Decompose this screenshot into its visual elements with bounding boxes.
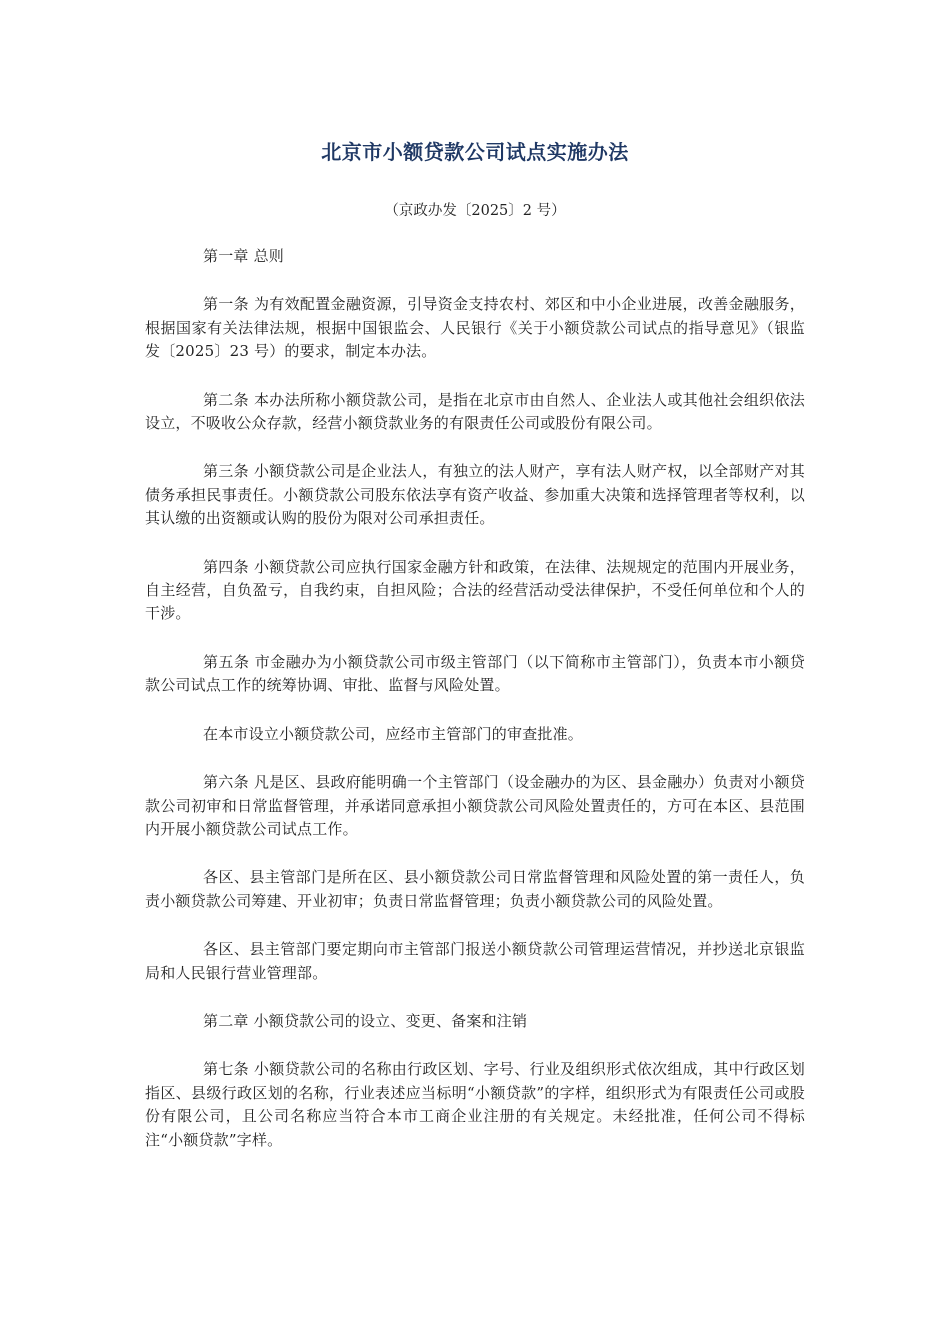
article-paragraph: 第一条 为有效配置金融资源，引导资金支持农村、郊区和中小企业进展，改善金融服务，根据国家有关法律法规，根据中国银监会、人民银行《关于小额贷款公司试点的指导意见》（银监发〔2025〕23 号）的要求，制定本办法。 — [145, 295, 805, 361]
article-paragraph: 各区、县主管部门是所在区、县小额贷款公司日常监督管理和风险处置的第一责任人，负责小额贷款公司筹建、开业初审；负责日常监督管理；负责小额贷款公司的风险处置。 — [145, 868, 805, 910]
article-paragraph: 第五条 市金融办为小额贷款公司市级主管部门（以下简称市主管部门），负责本市小额贷款公司试点工作的统筹协调、审批、监督与风险处置。 — [145, 652, 805, 695]
article-paragraph: 各区、县主管部门要定期向市主管部门报送小额贷款公司管理运营情况，并抄送北京银监局和人民银行营业管理部。 — [145, 940, 805, 982]
article-paragraph: 第四条 小额贷款公司应执行国家金融方针和政策，在法律、法规规定的范围内开展业务，自主经营，自负盈亏，自我约束，自担风险；合法的经营活动受法律保护，不受任何单位和个人的干涉。 — [145, 557, 805, 623]
article-paragraph: 第二条 本办法所称小额贷款公司，是指在北京市由自然人、企业法人或其他社会组织依法设立，不吸收公众存款，经营小额贷款业务的有限责任公司或股份有限公司。 — [145, 390, 805, 433]
document-number: （京政办发〔2025〕2 号） — [384, 203, 566, 219]
article-paragraph: 第七条 小额贷款公司的名称由行政区划、字号、行业及组织形式依次组成，其中行政区划指区、县级行政区划的名称，行业表述应当标明“小额贷款”的字样，组织形式为有限责任公司或股份有限公司，且公司名称应当符合本市工商企业注册的有关规定。未经批准，任何公司不得标注“小额贷款”字样。 — [145, 1060, 805, 1149]
chapter-heading: 第一章 总则 — [203, 247, 284, 265]
chapter-heading: 第二章 小额贷款公司的设立、变更、备案和注销 — [203, 1011, 528, 1030]
document-body — [145, 245, 805, 1177]
article-paragraph: 第六条 凡是区、县政府能明确一个主管部门（设金融办的为区、县金融办）负责对小额贷款公司初审和日常监督管理，并承诺同意承担小额贷款公司风险处置责任的，方可在本区、县范围内开展小额贷款公司试点工作。 — [145, 773, 805, 838]
article-paragraph: 在本市设立小额贷款公司，应经市主管部门的审查批准。 — [203, 724, 584, 743]
document-title: 北京市小额贷款公司试点实施办法 — [321, 140, 629, 164]
article-paragraph: 第三条 小额贷款公司是企业法人，有独立的法人财产，享有法人财产权，以全部财产对其债务承担民事责任。小额贷款公司股东依法享有资产收益、参加重大决策和选择管理者等权利，以其认缴的出资额或认购的股份为限对公司承担责任。 — [145, 462, 805, 528]
